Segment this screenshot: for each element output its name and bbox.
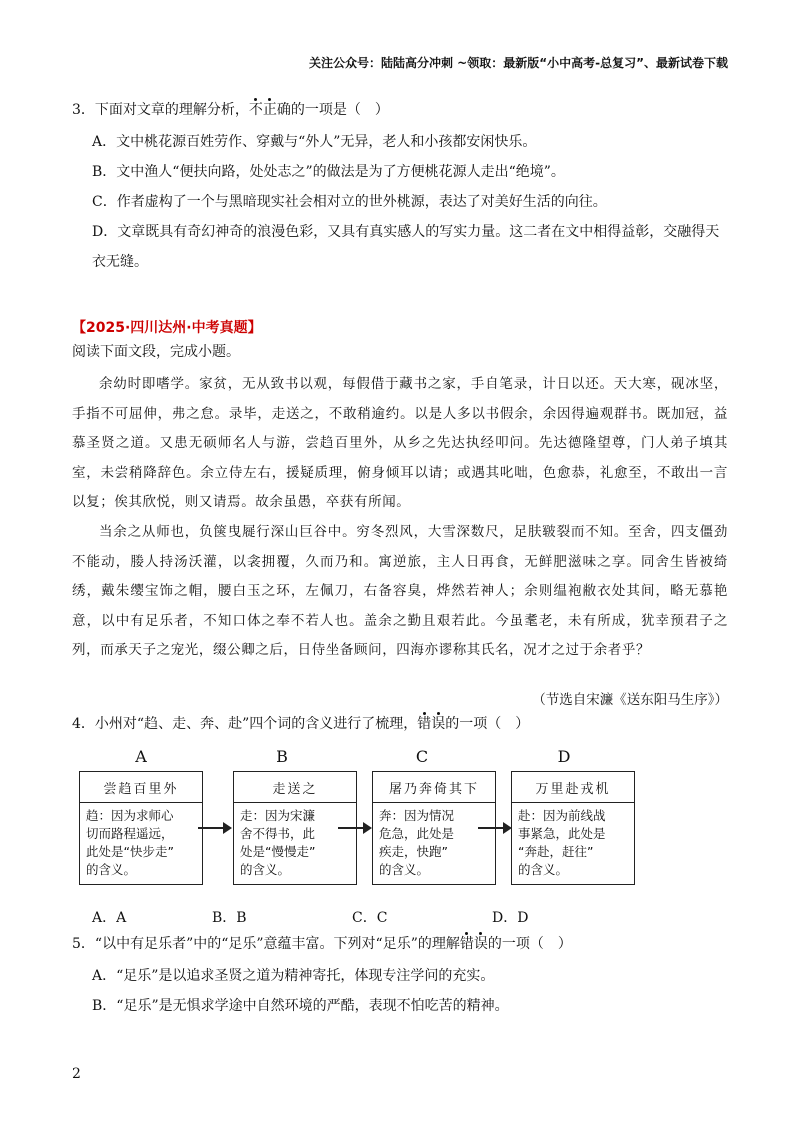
box-body: 走：因为宋濂 舍不得书，此 处是“慢慢走” 的含义。 [240,808,316,877]
question-5-option-b: B．“足乐”是无惧求学途中自然环境的严酷，表现不怕吃苦的精神。 [92,998,509,1014]
box-title: 尝趋百里外 [80,772,202,803]
instruction: 阅读下面文段，完成小题。 [72,344,240,360]
passage-paragraph-2: 当余之从师也，负箧曳屣行深山巨谷中。穷冬烈风，大雪深数尺，足肤皲裂而不知。至舍，四支僵劲不能动，媵人持汤沃灌，以衾拥覆，久而乃和。寓逆旅，主人日再食，无鲜肥滋味之享。同舍生皆被绮绣，戴朱缨宝饰之帽，腰白玉之环，左佩刀，右备容臭，烨然若神人；余则缊袍敝衣处其间，略无慕艳意，以中有足乐者，不知口体之奉不若人也。盖余之勤且艰若此。今虽耄老，未有所成，犹幸预君子之列，而承天子之宠光，缀公卿之后，日侍坐备顾问，四海亦谬称其氏名，况才之过于余者乎？ [72,524,728,659]
box-title: 万里赴戎机 [512,772,634,803]
arrow-right-icon [478,827,510,829]
emphasis-char: 错 [459,936,474,952]
question-3-stem: 3．下面对文章的理解分析，不正确的一项是（ ） [72,102,389,118]
question-3-option-d-cont: 衣无缝。 [92,254,148,270]
diagram-box-d [511,771,635,885]
page-number: 2 [72,1066,81,1082]
question-4-stem: 4．小州对“趋、走、奔、赴”四个词的含义进行了梳理，错误的一项（ ） [72,716,530,732]
diagram-box-a [79,771,203,885]
diagram-label-c: C [415,747,429,766]
question-4-choice-c: C．C [352,910,388,926]
question-3-option-d: D．文章既具有奇幻神奇的浪漫色彩，又具有真实感人的写实力量。这二者在文中相得益彰，交融得天 [92,224,720,240]
emphasis-char: 误 [431,716,446,732]
box-title: 屠乃奔倚其下 [373,772,495,803]
emphasis-char: 误 [473,936,488,952]
question-3-option-c: C．作者虚构了一个与黑暗现实社会相对立的世外桃源，表达了对美好生活的向往。 [92,194,607,210]
arrow-right-icon [338,827,370,829]
question-4-choice-a: A．A [92,910,127,926]
passage-paragraph-1: 余幼时即嗜学。家贫，无从致书以观，每假借于藏书之家，手自笔录，计日以还。天大寒，砚冰坚，手指不可屈伸，弗之怠。录毕，走送之，不敢稍逾约。以是人多以书假余，余因得遍观群书。既加冠，益慕圣贤之道。又患无硕师名人与游，尝趋百里外，从乡之先达执经叩问。先达德隆望尊，门人弟子填其室，未尝稍降辞色。余立侍左右，援疑质理，俯身倾耳以请；或遇其叱咄，色愈恭，礼愈至，不敢出一言以复；俟其欣悦，则又请焉。故余虽愚，卒获有所闻。 [72,376,728,511]
diagram-label-b: B [276,747,288,766]
emphasis-char: 不 [248,102,263,118]
arrow-right-icon [198,827,230,829]
box-title: 走送之 [234,772,356,803]
box-body: 趋：因为求师心 切而路程遥远， 此处是“快步走” 的含义。 [86,808,174,877]
emphasis-char: 正 [262,102,277,118]
question-4-choice-b: B．B [212,910,247,926]
page-header: 关注公众号：陆陆高分冲刺 ~领取：最新版“小中高考-总复习”、最新试卷下载 [309,56,728,70]
question-5-stem: 5．“以中有足乐者”中的“足乐”意蕴丰富。下列对“足乐”的理解错误的一项（ ） [72,936,572,952]
box-body: 奔：因为情况 危急，此处是 疾走，快跑” 的含义。 [379,808,455,877]
passage-source: （节选自宋濂《送东阳马生序》） [532,692,728,708]
emphasis-char: 错 [417,716,432,732]
question-5-option-a: A．“足乐”是以追求圣贤之道为精神寄托，体现专注学问的充实。 [92,968,495,984]
question-3-option-a: A．文中桃花源百姓劳作、穿戴与“外人”无异，老人和小孩都安闲快乐。 [92,134,537,150]
question-3-option-b: B．文中渔人“便扶向路，处处志之”的做法是为了方便桃花源人走出“绝境”。 [92,164,565,180]
section-tag: 【2025·四川达州·中考真题】 [72,320,262,336]
diagram-label-a: A [135,747,147,766]
question-4-choice-d: D．D [492,910,529,926]
box-body: 赴：因为前线战 事紧急，此处是 “奔赴，赶往” 的含义。 [518,808,606,877]
diagram-label-d: D [557,747,571,766]
